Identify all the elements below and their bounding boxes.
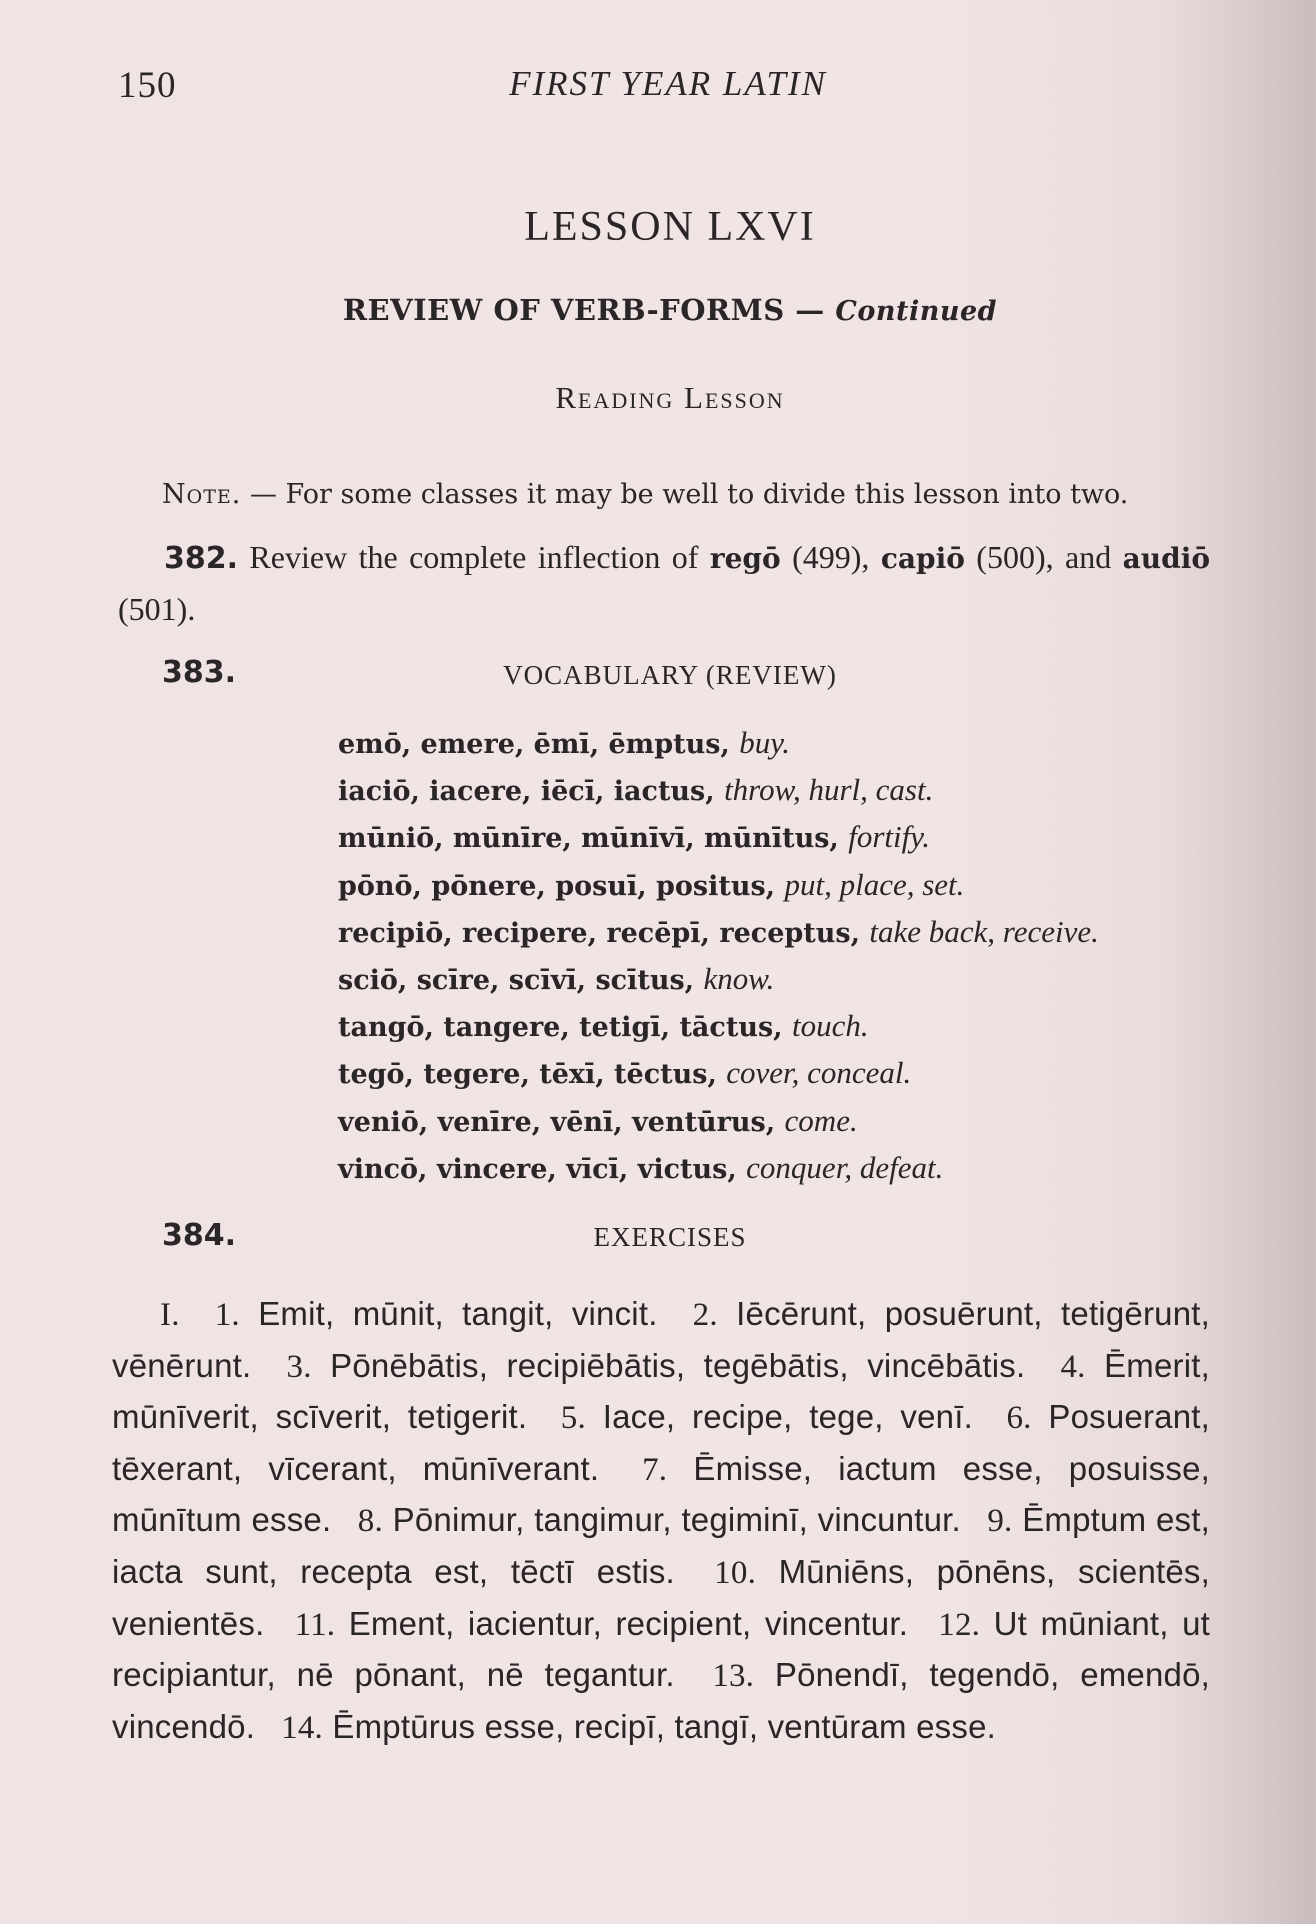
exercise-number: 4. xyxy=(1060,1348,1086,1385)
exercise-text: Pōnēbātis, recipiēbātis, tegēbātis, vincēbātis. xyxy=(330,1346,1026,1384)
section-382-text: (501). xyxy=(118,591,196,627)
exercise-number: 12. xyxy=(938,1606,981,1643)
subtitle-text: REVIEW OF VERB-FORMS xyxy=(342,293,785,327)
running-title: FIRST YEAR LATIN xyxy=(509,64,827,103)
verb-principal-parts: tegō, tegere, tēxī, tēctus, xyxy=(338,1059,717,1091)
section-382-text: Review the complete inflection of xyxy=(238,539,710,575)
vocabulary-row xyxy=(338,909,1099,956)
exercise-text: Ēmisse, iactum esse, posuisse, mūnītum esse. xyxy=(112,1449,1211,1539)
vocabulary-row xyxy=(338,720,1099,767)
verb-meaning: put, place, set. xyxy=(784,866,965,902)
vocabulary-row xyxy=(338,1098,1099,1145)
verb-principal-parts: tangō, tangere, tetigī, tāctus, xyxy=(338,1012,783,1044)
verb-principal-parts: pōnō, pōnere, posuī, positus, xyxy=(338,870,776,902)
exercise-roman-numeral: I. xyxy=(160,1297,180,1333)
verb-capio: capiō xyxy=(880,542,965,575)
verb-principal-parts: emō, emere, ēmī, ēmptus, xyxy=(338,729,730,760)
vocabulary-row xyxy=(338,767,1099,814)
exercise-number: 6. xyxy=(1006,1400,1032,1437)
vocabulary-row xyxy=(338,814,1099,861)
verb-meaning: conquer, defeat. xyxy=(746,1149,944,1185)
exercise-number: 3. xyxy=(286,1348,312,1385)
exercise-text: Ement, iacientur, recipient, vincentur. xyxy=(348,1604,909,1642)
reading-lesson-heading: Reading Lesson xyxy=(555,380,785,415)
vocabulary-row xyxy=(338,1145,1099,1192)
verb-rego: regō xyxy=(709,542,781,575)
exercises-heading: EXERCISES xyxy=(593,1222,747,1252)
exercise-number: 9. xyxy=(987,1503,1013,1540)
exercise-number: 7. xyxy=(642,1451,668,1488)
exercise-text: Posuerant, tēxerant, vīcerant, mūnīverant. xyxy=(112,1398,1210,1487)
note-label: Note. xyxy=(162,479,242,510)
verb-principal-parts: vincō, vincere, vīcī, victus, xyxy=(338,1153,737,1185)
note-dash: — xyxy=(241,479,286,510)
section-number-382: 382. xyxy=(164,541,239,576)
subtitle-dash: — xyxy=(784,293,836,327)
subtitle-continued: Continued xyxy=(835,296,998,327)
verb-meaning: touch. xyxy=(791,1008,869,1044)
verb-meaning: take back, receive. xyxy=(869,913,1099,949)
exercise-number: 2. xyxy=(692,1297,718,1333)
note-text: For some classes it may be well to divide this lesson into two. xyxy=(285,479,1129,510)
exercises-paragraph xyxy=(112,1289,1210,1753)
vocabulary-row xyxy=(338,1050,1099,1097)
verb-meaning: come. xyxy=(784,1102,858,1138)
exercise-number: 13. xyxy=(712,1658,755,1695)
section-382 xyxy=(118,532,1210,634)
page-number: 150 xyxy=(118,65,177,106)
lesson-title: LESSON LXVI xyxy=(524,204,816,250)
exercise-number: 14. xyxy=(281,1709,324,1746)
exercise-text: Iace, recipe, tege, venī. xyxy=(602,1398,973,1436)
exercise-text: Ut mūniant, ut recipiantur, nē pōnant, nē tegantur. xyxy=(112,1604,1210,1694)
exercise-number: 1. xyxy=(214,1297,240,1333)
verb-meaning: know. xyxy=(703,961,775,997)
exercise-text: Ēmptūrus esse, recipī, tangī, ventūram esse. xyxy=(332,1707,996,1745)
vocabulary-heading: VOCABULARY (REVIEW) xyxy=(503,660,837,690)
verb-principal-parts: iaciō, iacere, iēcī, iactus, xyxy=(338,776,715,808)
exercise-text: Emit, mūnit, tangit, vincit. xyxy=(258,1295,658,1332)
exercise-number: 5. xyxy=(560,1400,586,1437)
note xyxy=(162,479,1128,510)
exercise-text: Ēmerit, mūnīverit, scīverit, tetigerit. xyxy=(112,1346,1210,1436)
vocabulary-list xyxy=(338,720,1099,1192)
verb-meaning: cover, conceal. xyxy=(726,1055,912,1091)
vocabulary-row xyxy=(338,862,1099,909)
exercise-number: 8. xyxy=(357,1503,383,1540)
vocabulary-row xyxy=(338,956,1099,1003)
verb-principal-parts: recipiō, recipere, recēpī, receptus, xyxy=(338,917,860,949)
exercise-number: 10. xyxy=(714,1554,757,1591)
verb-audio: audiō xyxy=(1122,542,1211,575)
section-382-text: (500), and xyxy=(964,539,1123,575)
section-number-384: 384. xyxy=(162,1218,237,1253)
section-number-383: 383. xyxy=(162,655,237,690)
section-382-text: (499), xyxy=(780,539,881,575)
verb-meaning: buy. xyxy=(739,725,791,760)
verb-principal-parts: sciō, scīre, scīvī, scītus, xyxy=(338,965,695,997)
exercise-text: Iēcērunt, posuērunt, tetigērunt, vēnērunt. xyxy=(112,1295,1210,1384)
verb-meaning: fortify. xyxy=(848,819,931,855)
verb-principal-parts: veniō, venīre, vēnī, ventūrus, xyxy=(338,1106,776,1138)
exercise-number: 11. xyxy=(294,1606,336,1643)
exercise-text: Mūniēns, pōnēns, scientēs, venientēs. xyxy=(112,1552,1210,1642)
exercise-text: Pōnimur, tangimur, tegiminī, vincuntur. xyxy=(392,1501,961,1539)
vocabulary-row xyxy=(338,1003,1099,1050)
lesson-subtitle xyxy=(0,293,1316,327)
verb-meaning: throw, hurl, cast. xyxy=(724,772,934,808)
exercise-text: Pōnendī, tegendō, emendō, vincendō. xyxy=(112,1656,1211,1745)
verb-principal-parts: mūniō, mūnīre, mūnīvī, mūnītus, xyxy=(338,823,839,855)
exercise-text: Ēmptum est, iacta sunt, recepta est, tēctī estis. xyxy=(112,1501,1210,1590)
